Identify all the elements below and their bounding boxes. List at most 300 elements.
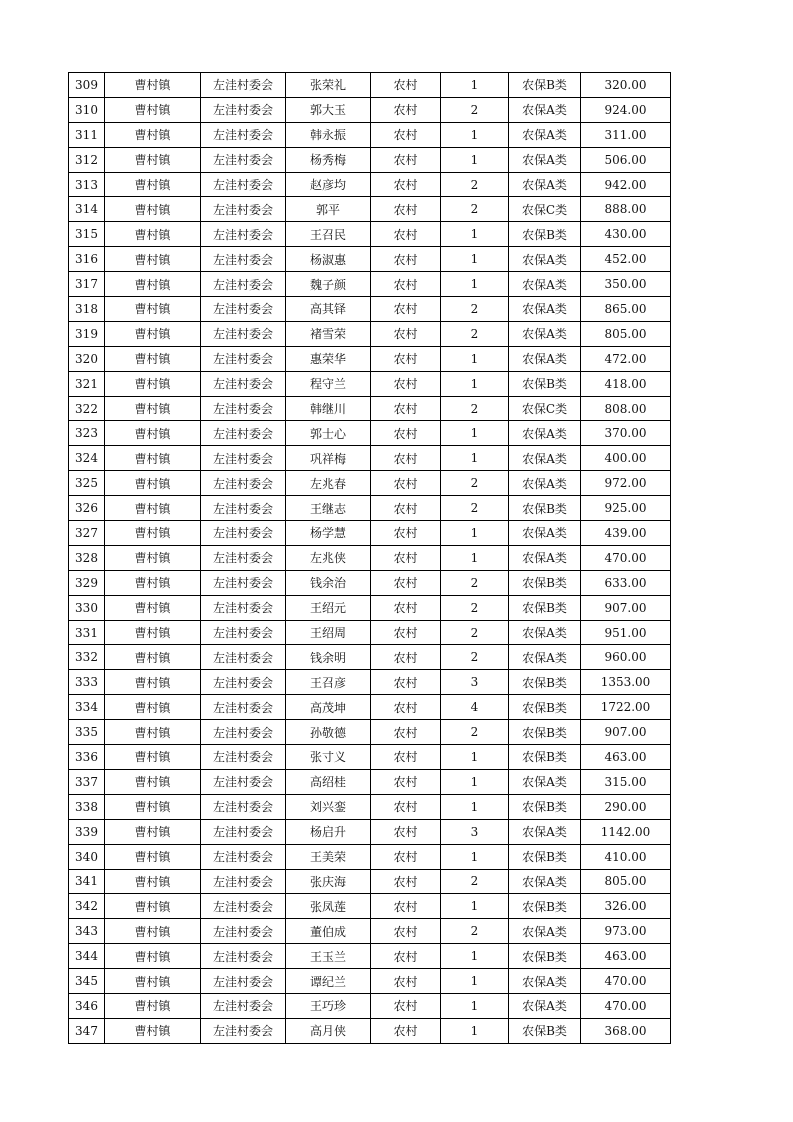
table-row <box>69 1018 671 1043</box>
household-size-cell: 1 <box>441 545 509 570</box>
town-cell: 曹村镇 <box>105 944 201 969</box>
town-cell: 曹村镇 <box>105 1018 201 1043</box>
amount-cell: 888.00 <box>581 197 671 222</box>
amount-cell: 960.00 <box>581 645 671 670</box>
insurance-category-cell: 农保A类 <box>509 545 581 570</box>
household-size-cell: 1 <box>441 147 509 172</box>
household-type-cell: 农村 <box>371 844 441 869</box>
town-cell: 曹村镇 <box>105 222 201 247</box>
town-cell: 曹村镇 <box>105 446 201 471</box>
table-row <box>69 769 671 794</box>
row-number-cell: 315 <box>69 222 105 247</box>
table-row <box>69 496 671 521</box>
person-name-cell: 杨学慧 <box>286 521 371 546</box>
person-name-cell: 高其铎 <box>286 297 371 322</box>
town-cell: 曹村镇 <box>105 993 201 1018</box>
insurance-category-cell: 农保A类 <box>509 993 581 1018</box>
allowance-table <box>68 72 671 1044</box>
town-cell: 曹村镇 <box>105 396 201 421</box>
person-name-cell: 王玉兰 <box>286 944 371 969</box>
household-size-cell: 3 <box>441 670 509 695</box>
town-cell: 曹村镇 <box>105 695 201 720</box>
town-cell: 曹村镇 <box>105 321 201 346</box>
row-number-cell: 341 <box>69 869 105 894</box>
household-size-cell: 1 <box>441 371 509 396</box>
person-name-cell: 高茂坤 <box>286 695 371 720</box>
household-type-cell: 农村 <box>371 122 441 147</box>
table-row <box>69 620 671 645</box>
person-name-cell: 韩继川 <box>286 396 371 421</box>
row-number-cell: 317 <box>69 272 105 297</box>
village-committee-cell: 左洼村委会 <box>201 695 286 720</box>
row-number-cell: 339 <box>69 819 105 844</box>
household-type-cell: 农村 <box>371 545 441 570</box>
table-row <box>69 396 671 421</box>
amount-cell: 805.00 <box>581 321 671 346</box>
village-committee-cell: 左洼村委会 <box>201 396 286 421</box>
amount-cell: 907.00 <box>581 720 671 745</box>
amount-cell: 400.00 <box>581 446 671 471</box>
row-number-cell: 337 <box>69 769 105 794</box>
town-cell: 曹村镇 <box>105 521 201 546</box>
village-committee-cell: 左洼村委会 <box>201 97 286 122</box>
town-cell: 曹村镇 <box>105 894 201 919</box>
household-size-cell: 1 <box>441 844 509 869</box>
table-row <box>69 272 671 297</box>
household-type-cell: 农村 <box>371 496 441 521</box>
village-committee-cell: 左洼村委会 <box>201 969 286 994</box>
household-type-cell: 农村 <box>371 321 441 346</box>
town-cell: 曹村镇 <box>105 720 201 745</box>
person-name-cell: 左兆侠 <box>286 545 371 570</box>
person-name-cell: 郭平 <box>286 197 371 222</box>
village-committee-cell: 左洼村委会 <box>201 1018 286 1043</box>
amount-cell: 439.00 <box>581 521 671 546</box>
insurance-category-cell: 农保A类 <box>509 147 581 172</box>
town-cell: 曹村镇 <box>105 969 201 994</box>
row-number-cell: 322 <box>69 396 105 421</box>
amount-cell: 315.00 <box>581 769 671 794</box>
household-size-cell: 2 <box>441 321 509 346</box>
insurance-category-cell: 农保A类 <box>509 521 581 546</box>
insurance-category-cell: 农保A类 <box>509 172 581 197</box>
household-size-cell: 1 <box>441 993 509 1018</box>
village-committee-cell: 左洼村委会 <box>201 620 286 645</box>
amount-cell: 326.00 <box>581 894 671 919</box>
household-type-cell: 农村 <box>371 396 441 421</box>
town-cell: 曹村镇 <box>105 545 201 570</box>
amount-cell: 808.00 <box>581 396 671 421</box>
person-name-cell: 王召彦 <box>286 670 371 695</box>
row-number-cell: 318 <box>69 297 105 322</box>
household-type-cell: 农村 <box>371 869 441 894</box>
household-size-cell: 2 <box>441 172 509 197</box>
table-row <box>69 222 671 247</box>
row-number-cell: 312 <box>69 147 105 172</box>
person-name-cell: 韩永振 <box>286 122 371 147</box>
insurance-category-cell: 农保B类 <box>509 695 581 720</box>
row-number-cell: 320 <box>69 346 105 371</box>
table-row <box>69 446 671 471</box>
village-committee-cell: 左洼村委会 <box>201 570 286 595</box>
household-type-cell: 农村 <box>371 172 441 197</box>
person-name-cell: 董伯成 <box>286 919 371 944</box>
person-name-cell: 张荣礼 <box>286 73 371 98</box>
amount-cell: 370.00 <box>581 421 671 446</box>
row-number-cell: 347 <box>69 1018 105 1043</box>
person-name-cell: 王绍元 <box>286 595 371 620</box>
town-cell: 曹村镇 <box>105 919 201 944</box>
village-committee-cell: 左洼村委会 <box>201 919 286 944</box>
household-size-cell: 2 <box>441 197 509 222</box>
insurance-category-cell: 农保A类 <box>509 297 581 322</box>
table-row <box>69 545 671 570</box>
town-cell: 曹村镇 <box>105 620 201 645</box>
insurance-category-cell: 农保C类 <box>509 396 581 421</box>
insurance-category-cell: 农保B类 <box>509 222 581 247</box>
amount-cell: 368.00 <box>581 1018 671 1043</box>
village-committee-cell: 左洼村委会 <box>201 496 286 521</box>
row-number-cell: 335 <box>69 720 105 745</box>
row-number-cell: 329 <box>69 570 105 595</box>
village-committee-cell: 左洼村委会 <box>201 521 286 546</box>
row-number-cell: 342 <box>69 894 105 919</box>
town-cell: 曹村镇 <box>105 371 201 396</box>
person-name-cell: 郭士心 <box>286 421 371 446</box>
insurance-category-cell: 农保B类 <box>509 496 581 521</box>
amount-cell: 951.00 <box>581 620 671 645</box>
insurance-category-cell: 农保A类 <box>509 122 581 147</box>
town-cell: 曹村镇 <box>105 769 201 794</box>
insurance-category-cell: 农保A类 <box>509 97 581 122</box>
amount-cell: 470.00 <box>581 545 671 570</box>
town-cell: 曹村镇 <box>105 496 201 521</box>
person-name-cell: 钱余明 <box>286 645 371 670</box>
insurance-category-cell: 农保B类 <box>509 894 581 919</box>
village-committee-cell: 左洼村委会 <box>201 720 286 745</box>
row-number-cell: 313 <box>69 172 105 197</box>
household-size-cell: 2 <box>441 869 509 894</box>
row-number-cell: 346 <box>69 993 105 1018</box>
village-committee-cell: 左洼村委会 <box>201 172 286 197</box>
table-row <box>69 645 671 670</box>
household-size-cell: 1 <box>441 944 509 969</box>
table-row <box>69 844 671 869</box>
amount-cell: 805.00 <box>581 869 671 894</box>
row-number-cell: 324 <box>69 446 105 471</box>
town-cell: 曹村镇 <box>105 794 201 819</box>
row-number-cell: 323 <box>69 421 105 446</box>
village-committee-cell: 左洼村委会 <box>201 819 286 844</box>
amount-cell: 907.00 <box>581 595 671 620</box>
person-name-cell: 高月侠 <box>286 1018 371 1043</box>
table-row <box>69 471 671 496</box>
household-size-cell: 3 <box>441 819 509 844</box>
household-size-cell: 2 <box>441 496 509 521</box>
village-committee-cell: 左洼村委会 <box>201 670 286 695</box>
row-number-cell: 314 <box>69 197 105 222</box>
town-cell: 曹村镇 <box>105 97 201 122</box>
insurance-category-cell: 农保B类 <box>509 944 581 969</box>
person-name-cell: 王绍周 <box>286 620 371 645</box>
amount-cell: 924.00 <box>581 97 671 122</box>
household-type-cell: 农村 <box>371 97 441 122</box>
town-cell: 曹村镇 <box>105 297 201 322</box>
household-type-cell: 农村 <box>371 794 441 819</box>
household-type-cell: 农村 <box>371 297 441 322</box>
insurance-category-cell: 农保B类 <box>509 570 581 595</box>
person-name-cell: 程守兰 <box>286 371 371 396</box>
row-number-cell: 327 <box>69 521 105 546</box>
household-type-cell: 农村 <box>371 969 441 994</box>
amount-cell: 472.00 <box>581 346 671 371</box>
table-row <box>69 197 671 222</box>
household-size-cell: 1 <box>441 969 509 994</box>
amount-cell: 942.00 <box>581 172 671 197</box>
village-committee-cell: 左洼村委会 <box>201 321 286 346</box>
household-size-cell: 4 <box>441 695 509 720</box>
amount-cell: 320.00 <box>581 73 671 98</box>
person-name-cell: 杨启升 <box>286 819 371 844</box>
table-row <box>69 695 671 720</box>
amount-cell: 972.00 <box>581 471 671 496</box>
person-name-cell: 刘兴銮 <box>286 794 371 819</box>
household-type-cell: 农村 <box>371 944 441 969</box>
table-body <box>69 73 671 1044</box>
household-size-cell: 1 <box>441 73 509 98</box>
person-name-cell: 张寸义 <box>286 745 371 770</box>
table-row <box>69 595 671 620</box>
row-number-cell: 331 <box>69 620 105 645</box>
household-size-cell: 1 <box>441 122 509 147</box>
amount-cell: 1142.00 <box>581 819 671 844</box>
table-row <box>69 670 671 695</box>
insurance-category-cell: 农保C类 <box>509 197 581 222</box>
row-number-cell: 333 <box>69 670 105 695</box>
household-type-cell: 农村 <box>371 1018 441 1043</box>
town-cell: 曹村镇 <box>105 570 201 595</box>
household-type-cell: 农村 <box>371 371 441 396</box>
insurance-category-cell: 农保B类 <box>509 720 581 745</box>
amount-cell: 311.00 <box>581 122 671 147</box>
table-row <box>69 720 671 745</box>
household-size-cell: 1 <box>441 1018 509 1043</box>
household-type-cell: 农村 <box>371 745 441 770</box>
town-cell: 曹村镇 <box>105 247 201 272</box>
household-type-cell: 农村 <box>371 421 441 446</box>
insurance-category-cell: 农保B类 <box>509 595 581 620</box>
village-committee-cell: 左洼村委会 <box>201 147 286 172</box>
town-cell: 曹村镇 <box>105 346 201 371</box>
household-type-cell: 农村 <box>371 620 441 645</box>
village-committee-cell: 左洼村委会 <box>201 894 286 919</box>
household-size-cell: 1 <box>441 346 509 371</box>
table-row <box>69 172 671 197</box>
insurance-category-cell: 农保B类 <box>509 1018 581 1043</box>
town-cell: 曹村镇 <box>105 670 201 695</box>
village-committee-cell: 左洼村委会 <box>201 421 286 446</box>
row-number-cell: 334 <box>69 695 105 720</box>
household-type-cell: 农村 <box>371 670 441 695</box>
insurance-category-cell: 农保B类 <box>509 670 581 695</box>
person-name-cell: 谭纪兰 <box>286 969 371 994</box>
row-number-cell: 326 <box>69 496 105 521</box>
table-row <box>69 122 671 147</box>
row-number-cell: 319 <box>69 321 105 346</box>
town-cell: 曹村镇 <box>105 73 201 98</box>
amount-cell: 430.00 <box>581 222 671 247</box>
insurance-category-cell: 农保B类 <box>509 73 581 98</box>
insurance-category-cell: 农保B类 <box>509 794 581 819</box>
row-number-cell: 336 <box>69 745 105 770</box>
table-row <box>69 521 671 546</box>
household-size-cell: 1 <box>441 745 509 770</box>
town-cell: 曹村镇 <box>105 197 201 222</box>
person-name-cell: 高绍桂 <box>286 769 371 794</box>
household-type-cell: 农村 <box>371 720 441 745</box>
row-number-cell: 325 <box>69 471 105 496</box>
amount-cell: 470.00 <box>581 969 671 994</box>
household-size-cell: 2 <box>441 919 509 944</box>
village-committee-cell: 左洼村委会 <box>201 844 286 869</box>
row-number-cell: 321 <box>69 371 105 396</box>
village-committee-cell: 左洼村委会 <box>201 222 286 247</box>
person-name-cell: 郭大玉 <box>286 97 371 122</box>
household-type-cell: 农村 <box>371 346 441 371</box>
village-committee-cell: 左洼村委会 <box>201 471 286 496</box>
town-cell: 曹村镇 <box>105 122 201 147</box>
household-type-cell: 农村 <box>371 595 441 620</box>
amount-cell: 452.00 <box>581 247 671 272</box>
amount-cell: 1722.00 <box>581 695 671 720</box>
village-committee-cell: 左洼村委会 <box>201 769 286 794</box>
village-committee-cell: 左洼村委会 <box>201 645 286 670</box>
table-row <box>69 944 671 969</box>
household-type-cell: 农村 <box>371 570 441 595</box>
village-committee-cell: 左洼村委会 <box>201 73 286 98</box>
village-committee-cell: 左洼村委会 <box>201 745 286 770</box>
insurance-category-cell: 农保A类 <box>509 620 581 645</box>
town-cell: 曹村镇 <box>105 869 201 894</box>
household-type-cell: 农村 <box>371 197 441 222</box>
household-type-cell: 农村 <box>371 73 441 98</box>
person-name-cell: 孙敬德 <box>286 720 371 745</box>
person-name-cell: 惠荣华 <box>286 346 371 371</box>
village-committee-cell: 左洼村委会 <box>201 371 286 396</box>
village-committee-cell: 左洼村委会 <box>201 197 286 222</box>
row-number-cell: 344 <box>69 944 105 969</box>
household-size-cell: 1 <box>441 247 509 272</box>
household-type-cell: 农村 <box>371 894 441 919</box>
person-name-cell: 魏子颜 <box>286 272 371 297</box>
person-name-cell: 褚雪荣 <box>286 321 371 346</box>
table-row <box>69 421 671 446</box>
table-row <box>69 321 671 346</box>
amount-cell: 1353.00 <box>581 670 671 695</box>
town-cell: 曹村镇 <box>105 172 201 197</box>
town-cell: 曹村镇 <box>105 421 201 446</box>
household-type-cell: 农村 <box>371 446 441 471</box>
row-number-cell: 345 <box>69 969 105 994</box>
town-cell: 曹村镇 <box>105 844 201 869</box>
household-size-cell: 2 <box>441 471 509 496</box>
village-committee-cell: 左洼村委会 <box>201 122 286 147</box>
household-type-cell: 农村 <box>371 919 441 944</box>
person-name-cell: 钱余治 <box>286 570 371 595</box>
household-type-cell: 农村 <box>371 521 441 546</box>
household-type-cell: 农村 <box>371 272 441 297</box>
insurance-category-cell: 农保A类 <box>509 769 581 794</box>
insurance-category-cell: 农保A类 <box>509 869 581 894</box>
household-size-cell: 1 <box>441 521 509 546</box>
village-committee-cell: 左洼村委会 <box>201 446 286 471</box>
household-size-cell: 2 <box>441 396 509 421</box>
person-name-cell: 张凤莲 <box>286 894 371 919</box>
town-cell: 曹村镇 <box>105 595 201 620</box>
insurance-category-cell: 农保A类 <box>509 346 581 371</box>
household-size-cell: 1 <box>441 794 509 819</box>
town-cell: 曹村镇 <box>105 471 201 496</box>
household-size-cell: 2 <box>441 645 509 670</box>
table-row <box>69 297 671 322</box>
row-number-cell: 332 <box>69 645 105 670</box>
village-committee-cell: 左洼村委会 <box>201 272 286 297</box>
village-committee-cell: 左洼村委会 <box>201 346 286 371</box>
amount-cell: 350.00 <box>581 272 671 297</box>
table-row <box>69 993 671 1018</box>
table-row <box>69 745 671 770</box>
person-name-cell: 王继志 <box>286 496 371 521</box>
row-number-cell: 328 <box>69 545 105 570</box>
row-number-cell: 316 <box>69 247 105 272</box>
village-committee-cell: 左洼村委会 <box>201 794 286 819</box>
household-type-cell: 农村 <box>371 769 441 794</box>
table-row <box>69 969 671 994</box>
town-cell: 曹村镇 <box>105 745 201 770</box>
amount-cell: 633.00 <box>581 570 671 595</box>
household-type-cell: 农村 <box>371 147 441 172</box>
insurance-category-cell: 农保A类 <box>509 421 581 446</box>
row-number-cell: 343 <box>69 919 105 944</box>
household-size-cell: 2 <box>441 595 509 620</box>
table-row <box>69 819 671 844</box>
household-type-cell: 农村 <box>371 247 441 272</box>
insurance-category-cell: 农保A类 <box>509 272 581 297</box>
household-type-cell: 农村 <box>371 222 441 247</box>
insurance-category-cell: 农保A类 <box>509 247 581 272</box>
table-row <box>69 346 671 371</box>
village-committee-cell: 左洼村委会 <box>201 993 286 1018</box>
person-name-cell: 杨秀梅 <box>286 147 371 172</box>
person-name-cell: 巩祥梅 <box>286 446 371 471</box>
insurance-category-cell: 农保A类 <box>509 969 581 994</box>
row-number-cell: 338 <box>69 794 105 819</box>
household-type-cell: 农村 <box>371 695 441 720</box>
household-size-cell: 2 <box>441 620 509 645</box>
table-row <box>69 73 671 98</box>
table-row <box>69 147 671 172</box>
table-row <box>69 247 671 272</box>
insurance-category-cell: 农保A类 <box>509 919 581 944</box>
table-row <box>69 919 671 944</box>
insurance-category-cell: 农保A类 <box>509 471 581 496</box>
household-type-cell: 农村 <box>371 819 441 844</box>
town-cell: 曹村镇 <box>105 645 201 670</box>
person-name-cell: 杨淑惠 <box>286 247 371 272</box>
insurance-category-cell: 农保B类 <box>509 844 581 869</box>
village-committee-cell: 左洼村委会 <box>201 595 286 620</box>
town-cell: 曹村镇 <box>105 272 201 297</box>
